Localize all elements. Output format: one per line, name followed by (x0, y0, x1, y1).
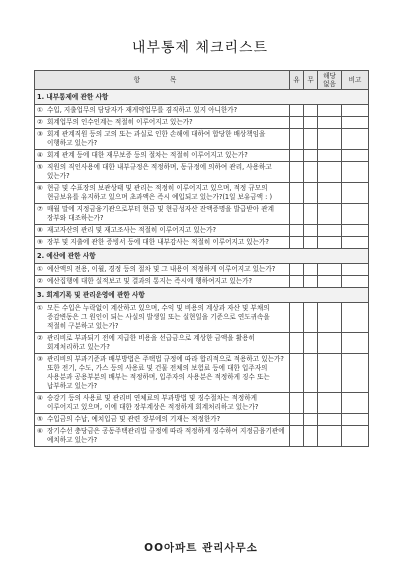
section-heading: 2. 예산에 관한 사항 (35, 249, 369, 264)
item-text: 회계 관계직원 등의 고의 또는 과실로 인한 손해에 대하여 합당한 배상책임을 이행하고 있는가? (47, 130, 266, 147)
item-text: 예산액의 전용, 이월, 경정 등의 절차 및 그 내용이 적정하게 이루어지고 있는가? (47, 265, 276, 273)
header-item: 항 목 (35, 71, 290, 90)
na-cell[interactable] (318, 426, 342, 447)
checklist-table (34, 70, 369, 447)
header-remark: 비고 (342, 71, 369, 90)
no-cell[interactable] (304, 354, 318, 393)
item-number: ⑤ (37, 415, 43, 423)
checklist-row (35, 264, 369, 276)
na-cell[interactable] (318, 393, 342, 414)
yes-cell[interactable] (290, 183, 304, 204)
checklist-row (35, 204, 369, 225)
yes-cell[interactable] (290, 237, 304, 249)
item-text: 회계 관계 등에 대한 재무보증 등의 절차는 적절히 이루어지고 있는가? (47, 151, 248, 159)
no-cell[interactable] (304, 426, 318, 447)
checklist-body (35, 90, 369, 447)
checklist-item (35, 276, 290, 288)
checklist-item (35, 117, 290, 129)
item-text: 회계업무의 인수인계는 적절히 이루어지고 있는가? (47, 118, 193, 126)
no-cell[interactable] (304, 129, 318, 150)
yes-cell[interactable] (290, 276, 304, 288)
item-text: 관리비의 부과기준과 배부방법은 주택법 규정에 따라 합리적으로 적용하고 있는가? 또한 전기, 수도, 가스 등의 사용료 및 건물 전체의 보험료 등에 대한 입주자의 사용분과 공용부분의 배부는 적정하며, 입주자의 사용분은 적정하게 징수 또는 납부하고 있는가? (47, 355, 284, 390)
checklist-row (35, 117, 369, 129)
item-text: 현금 및 수표장의 보관상태 및 관리는 적정히 이루어지고 있으며, 적정 규모의 현금보유를 유지하고 있으며 초과액은 즉시 예입되고 있는가?(1일 보유금액 : ) (47, 184, 273, 201)
item-text: 장기수선 충당금은 공동주택관리법 규정에 따라 적정하게 징수하여 지정금융기관에 예치하고 있는가? (47, 427, 285, 444)
checklist-item (35, 129, 290, 150)
item-text: 승강기 등의 사용료 및 관리비 연체료의 부과방법 및 징수절차는 적정하게 이루어지고 있으며, 이에 대한 장부계상은 적정하게 회계처리하고 있는가? (47, 394, 259, 411)
checklist-row (35, 237, 369, 249)
yes-cell[interactable] (290, 303, 304, 333)
na-cell[interactable] (318, 204, 342, 225)
item-number: ⑨ (37, 238, 43, 246)
item-number: ② (37, 334, 43, 342)
checklist-item (35, 333, 290, 354)
no-cell[interactable] (304, 264, 318, 276)
section-row (35, 249, 369, 264)
checklist-item (35, 393, 290, 414)
yes-cell[interactable] (290, 354, 304, 393)
yes-cell[interactable] (290, 414, 304, 426)
no-cell[interactable] (304, 204, 318, 225)
yes-cell[interactable] (290, 162, 304, 183)
item-text: 관리비로 부과되기 전에 지급한 비용을 선급금으로 계상한 금액을 활용히 회계처리하고 있는가? (47, 334, 255, 351)
item-text: 수입금의 수납, 예치입금 및 관련 장부에의 기재는 적정한가? (47, 415, 221, 423)
item-number: ② (37, 118, 43, 126)
checklist-row (35, 426, 369, 447)
na-cell[interactable] (318, 276, 342, 288)
no-cell[interactable] (304, 303, 318, 333)
item-number: ③ (37, 355, 43, 363)
section-row (35, 90, 369, 105)
yes-cell[interactable] (290, 117, 304, 129)
section-row (35, 288, 369, 303)
item-number: ① (37, 106, 43, 114)
no-cell[interactable] (304, 183, 318, 204)
item-number: ④ (37, 151, 43, 159)
item-number: ⑥ (37, 184, 43, 192)
na-cell[interactable] (318, 354, 342, 393)
checklist-row (35, 414, 369, 426)
na-cell[interactable] (318, 162, 342, 183)
na-cell[interactable] (318, 129, 342, 150)
remark-cell[interactable] (342, 105, 369, 117)
checklist-row (35, 162, 369, 183)
checklist-row (35, 183, 369, 204)
no-cell[interactable] (304, 237, 318, 249)
checklist-item (35, 204, 290, 225)
checklist-item (35, 237, 290, 249)
checklist-item (35, 150, 290, 162)
table-header-row (35, 71, 369, 90)
item-text: 모든 수입은 누락없이 계산하고 있으며, 수익 및 비용의 계상과 자산 및 부채의 증감변동은 그 원인이 되는 사실의 발생일 또는 실현일을 기준으로 연도귀속을 적절히 구분하고 있는가? (47, 304, 270, 330)
item-number: ① (37, 265, 43, 273)
remark-cell[interactable] (342, 129, 369, 150)
na-cell[interactable] (318, 183, 342, 204)
remark-cell[interactable] (342, 333, 369, 354)
checklist-row (35, 393, 369, 414)
footer-office-name: OO아파트 관리사무소 (144, 542, 258, 554)
item-text: 직원의 직인사용에 대한 내부규정은 적정하며, 동규정에 의하여 관리, 사용하고 있는가? (47, 163, 272, 180)
checklist-item (35, 105, 290, 117)
yes-cell[interactable] (290, 426, 304, 447)
no-cell[interactable] (304, 225, 318, 237)
item-text: 매월 말에 지정금융기관으로부터 현금 및 현금성자산 잔액증명을 발급받아 관계 장부와 대조하는가? (47, 205, 274, 222)
section-heading: 3. 회계기록 및 관리운영에 관한 사항 (35, 288, 369, 303)
no-cell[interactable] (304, 105, 318, 117)
na-cell[interactable] (318, 225, 342, 237)
yes-cell[interactable] (290, 204, 304, 225)
checklist-item (35, 225, 290, 237)
yes-cell[interactable] (290, 129, 304, 150)
no-cell[interactable] (304, 150, 318, 162)
checklist-row (35, 276, 369, 288)
item-text: 재고자산의 관리 및 재고조사는 적절히 이루어지고 있는가? (47, 226, 216, 234)
no-cell[interactable] (304, 162, 318, 183)
checklist-item (35, 303, 290, 333)
remark-cell[interactable] (342, 225, 369, 237)
item-text: 수입, 지출업무의 담당자가 재게약업무를 겸직하고 있지 아니한가? (47, 106, 238, 114)
remark-cell[interactable] (342, 264, 369, 276)
checklist-row (35, 150, 369, 162)
yes-cell[interactable] (290, 150, 304, 162)
checklist-row (35, 129, 369, 150)
checklist-item (35, 354, 290, 393)
na-cell[interactable] (318, 414, 342, 426)
checklist-row (35, 333, 369, 354)
item-number: ⑦ (37, 205, 43, 213)
item-number: ① (37, 304, 43, 312)
remark-cell[interactable] (342, 414, 369, 426)
document-title: 내부통제 체크리스트 (131, 40, 269, 56)
checklist-row (35, 105, 369, 117)
na-cell[interactable] (318, 150, 342, 162)
na-cell[interactable] (318, 105, 342, 117)
remark-cell[interactable] (342, 276, 369, 288)
na-cell[interactable] (318, 264, 342, 276)
na-cell[interactable] (318, 333, 342, 354)
remark-cell[interactable] (342, 393, 369, 414)
remark-cell[interactable] (342, 204, 369, 225)
checklist-item (35, 183, 290, 204)
section-heading: 1. 내부통제에 관한 사항 (35, 90, 369, 105)
remark-cell[interactable] (342, 237, 369, 249)
remark-cell[interactable] (342, 183, 369, 204)
checklist-row (35, 303, 369, 333)
item-number: ⑤ (37, 163, 43, 171)
na-cell[interactable] (318, 237, 342, 249)
no-cell[interactable] (304, 333, 318, 354)
remark-cell[interactable] (342, 426, 369, 447)
yes-cell[interactable] (290, 225, 304, 237)
checklist-item (35, 162, 290, 183)
na-cell[interactable] (318, 117, 342, 129)
checklist-row (35, 354, 369, 393)
remark-cell[interactable] (342, 150, 369, 162)
yes-cell[interactable] (290, 105, 304, 117)
checklist-item (35, 264, 290, 276)
checklist-row (35, 225, 369, 237)
item-text: 장부 및 지출에 관한 증빙서 등에 대한 내부감사는 적절히 이루어지고 있는가? (47, 238, 269, 246)
item-number: ③ (37, 130, 43, 138)
checklist-item (35, 414, 290, 426)
yes-cell[interactable] (290, 264, 304, 276)
yes-cell[interactable] (290, 333, 304, 354)
item-number: ② (37, 277, 43, 285)
item-number: ⑥ (37, 427, 43, 435)
header-yes: 유 (290, 71, 304, 90)
item-number: ④ (37, 394, 43, 402)
item-number: ⑧ (37, 226, 43, 234)
header-na: 해당 없음 (318, 71, 342, 90)
header-no: 무 (304, 71, 318, 90)
remark-cell[interactable] (342, 162, 369, 183)
no-cell[interactable] (304, 276, 318, 288)
yes-cell[interactable] (290, 393, 304, 414)
item-text: 예산집행에 대한 실적보고 및 결과의 통지는 즉시에 행하여지고 있는가? (47, 277, 252, 285)
checklist-item (35, 426, 290, 447)
remark-cell[interactable] (342, 354, 369, 393)
remark-cell[interactable] (342, 117, 369, 129)
remark-cell[interactable] (342, 303, 369, 333)
no-cell[interactable] (304, 414, 318, 426)
na-cell[interactable] (318, 303, 342, 333)
no-cell[interactable] (304, 393, 318, 414)
no-cell[interactable] (304, 117, 318, 129)
